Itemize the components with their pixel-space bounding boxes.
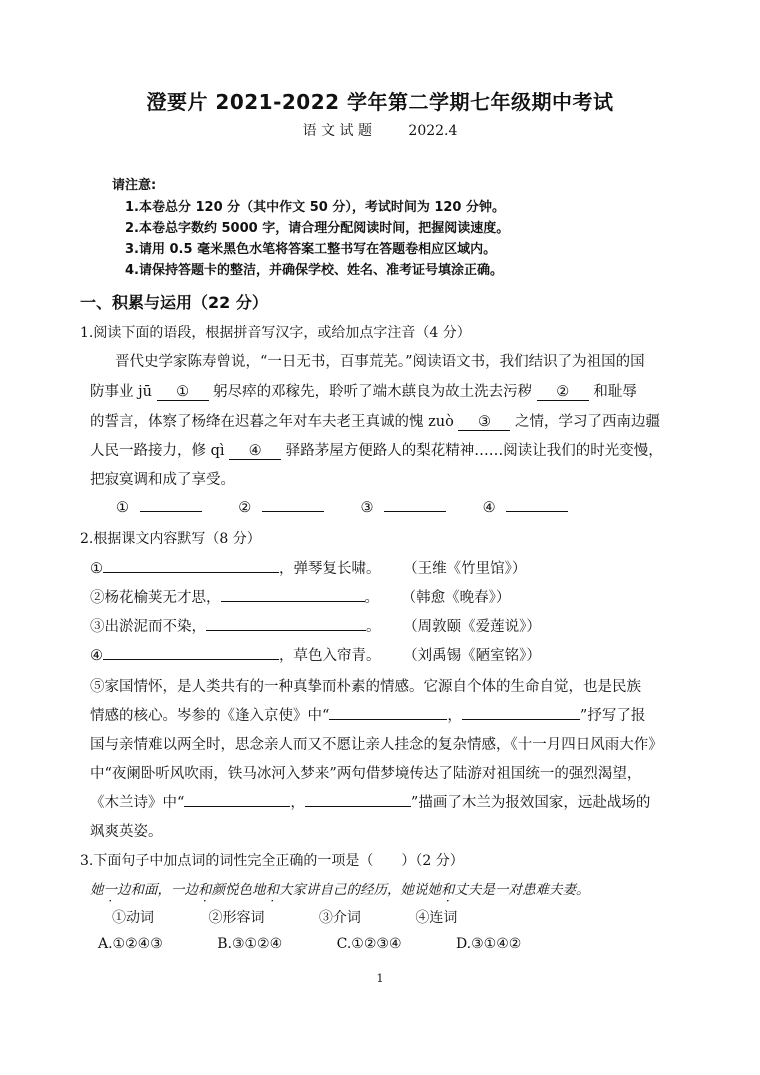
fill-blank-4[interactable]: ④: [229, 443, 281, 460]
dotted-word: 一: [103, 882, 117, 898]
pos-label: ②形容词: [208, 910, 265, 926]
exam-subtitle: [0, 120, 760, 140]
notice-item: 2.本卷总字数约 5000 字，请合理分配阅读时间，把握阅读速度。: [125, 221, 510, 236]
answer-line-4[interactable]: [506, 497, 568, 512]
sentence-text: 她: [90, 882, 104, 898]
passage-text: ，: [447, 708, 462, 724]
passage-line: [90, 380, 637, 401]
passage-text: 和耻辱: [593, 384, 637, 400]
passage-line: 把寂寞调和成了享受。: [90, 472, 235, 488]
notice-item: 4.请保持答题卡的整洁，并确保学校、姓名、准考证号填涂正确。: [125, 263, 503, 278]
passage-text: 的誓言，体察了杨绛在迟暮之年对车夫老王真诚的愧 zuò: [90, 414, 454, 430]
recite-pre: ②杨花榆荚无才思，: [90, 590, 221, 606]
subject-label: 语 文 试 题: [302, 123, 372, 139]
option-d[interactable]: D.③①④②: [455, 936, 522, 952]
dotted-word: 和: [265, 882, 279, 898]
passage-line: [90, 439, 663, 460]
sentence-text: 边: [184, 882, 198, 898]
recite-blank[interactable]: [305, 792, 411, 807]
recite-paragraph-line: 飒爽英姿。: [90, 824, 163, 840]
recite-source: （王维《竹里馆》）: [403, 561, 527, 577]
recite-paragraph-line: 国与亲情难以两全时，思念亲人而又不愿让亲人挂念的复杂情感，《十一月四日风雨大作》: [90, 737, 663, 753]
exam-title: 澄要片 2021-2022 学年第二学期七年级期中考试: [146, 90, 614, 114]
passage-text: 人民一路接力，修 qì: [90, 443, 225, 459]
answer-row: [116, 497, 568, 516]
answer-line-2[interactable]: [262, 497, 324, 512]
q3-labels: [112, 907, 457, 927]
recite-source: （周敦颐《爱莲说》）: [403, 619, 541, 635]
question-2-stem: 2.根据课文内容默写（8 分）: [80, 531, 261, 547]
recite-blank[interactable]: [221, 587, 365, 602]
answer-label: ②: [238, 500, 252, 516]
q3-sentence: [90, 878, 590, 898]
sentence-text: 边和面，: [117, 882, 171, 898]
recite-post: ，草色入帘青。: [279, 648, 381, 664]
q3-options: [98, 936, 521, 952]
fill-blank-3[interactable]: ③: [458, 414, 510, 431]
recite-blank[interactable]: [206, 616, 366, 631]
pos-label: ④连词: [415, 910, 458, 926]
pos-label: ①动词: [112, 910, 154, 926]
notice-item: 3.请用 0.5 毫米黑色水笔将答案工整书写在答题卷相应区域内。: [125, 242, 497, 257]
recite-source: （刘禹锡《陋室铭》）: [403, 648, 541, 664]
recite-paragraph-line: [90, 791, 650, 812]
recite-pre: ④: [90, 648, 103, 664]
notice-heading: 请注意:: [112, 178, 157, 193]
recite-blank[interactable]: [103, 645, 279, 660]
answer-label: ①: [116, 500, 129, 516]
recite-paragraph-line: [90, 704, 645, 725]
recite-item: [90, 644, 541, 665]
recite-post: 。: [366, 619, 381, 635]
question-3-stem: 3.下面句子中加点词的词性完全正确的一项是（ ）（2 分）: [80, 853, 464, 869]
fill-blank-1[interactable]: ①: [157, 384, 209, 401]
recite-blank[interactable]: [462, 705, 580, 720]
pos-label: ③介词: [318, 910, 361, 926]
notice-item: 1.本卷总分 120 分（其中作文 50 分），考试时间为 120 分钟。: [125, 200, 506, 215]
recite-blank[interactable]: [184, 792, 290, 807]
recite-post: 。: [364, 590, 379, 606]
recite-blank[interactable]: [329, 705, 447, 720]
sentence-text: 颜悦色地: [211, 882, 266, 898]
passage-line: 晋代史学家陈寿曾说，“一日无书，百事荒芜。”阅读语文书，我们结识了为祖国的国: [115, 354, 645, 370]
passage-text: ，: [290, 795, 305, 811]
option-b[interactable]: B.③①②④: [217, 936, 283, 952]
option-c[interactable]: C.①②③④: [336, 936, 402, 952]
answer-line-3[interactable]: [384, 497, 446, 512]
answer-label: ④: [482, 500, 496, 516]
passage-line: [90, 410, 660, 431]
passage-text: 之情，学习了西南边疆: [515, 414, 661, 430]
passage-text: ”描画了木兰为报效国家，远赴战场的: [410, 795, 651, 811]
recite-item: [90, 586, 510, 607]
passage-text: 情感的核心。岑参的《逢入京使》中“: [90, 708, 330, 724]
option-a[interactable]: A.①②④③: [98, 936, 163, 952]
recite-pre: ①: [90, 561, 103, 577]
passage-text: 《木兰诗》中“: [90, 795, 185, 811]
page-number: 1: [376, 972, 384, 985]
dotted-word: 和: [198, 882, 212, 898]
fill-blank-2[interactable]: ②: [537, 384, 589, 401]
question-1-stem: 1.阅读下面的语段，根据拼音写汉字，或给加点字注音（4 分）: [80, 325, 471, 341]
answer-label: ③: [360, 500, 374, 516]
passage-text: 躬尽瘁的邓稼先，聆听了端木蕻良为故土洗去污秽: [213, 384, 533, 400]
dotted-word: 和: [441, 882, 455, 898]
recite-post: ，弹琴复长啸。: [279, 561, 381, 577]
recite-source: （韩愈《晚春》）: [401, 590, 511, 606]
recite-paragraph-line: ⑤家国情怀，是人类共有的一种真挚而朴素的情感。它源自个体的生命自觉，也是民族: [90, 679, 641, 695]
sentence-text: 大家讲自己的经历，她说她: [279, 882, 441, 898]
section-heading: 一、积累与运用（22 分）: [80, 293, 268, 312]
recite-blank[interactable]: [103, 558, 279, 573]
sentence-text: 一: [171, 882, 185, 898]
answer-line-1[interactable]: [140, 497, 202, 512]
recite-item: [90, 557, 526, 578]
exam-date: 2022.4: [408, 123, 458, 139]
passage-text: 驿路茅屋方便路人的梨花精神……阅读让我们的时光变慢，: [285, 443, 663, 459]
recite-paragraph-line: 中“夜阑卧听风吹雨，铁马冰河入梦来”两句借梦境传达了陆游对祖国统一的强烈渴望，: [90, 766, 642, 782]
recite-item: [90, 615, 541, 636]
sentence-text: 丈夫是一对患难夫妻。: [454, 882, 590, 898]
passage-text: ”抒写了报: [579, 708, 646, 724]
recite-pre: ③出淤泥而不染，: [90, 619, 206, 635]
passage-text: 防事业 jū: [90, 384, 152, 400]
